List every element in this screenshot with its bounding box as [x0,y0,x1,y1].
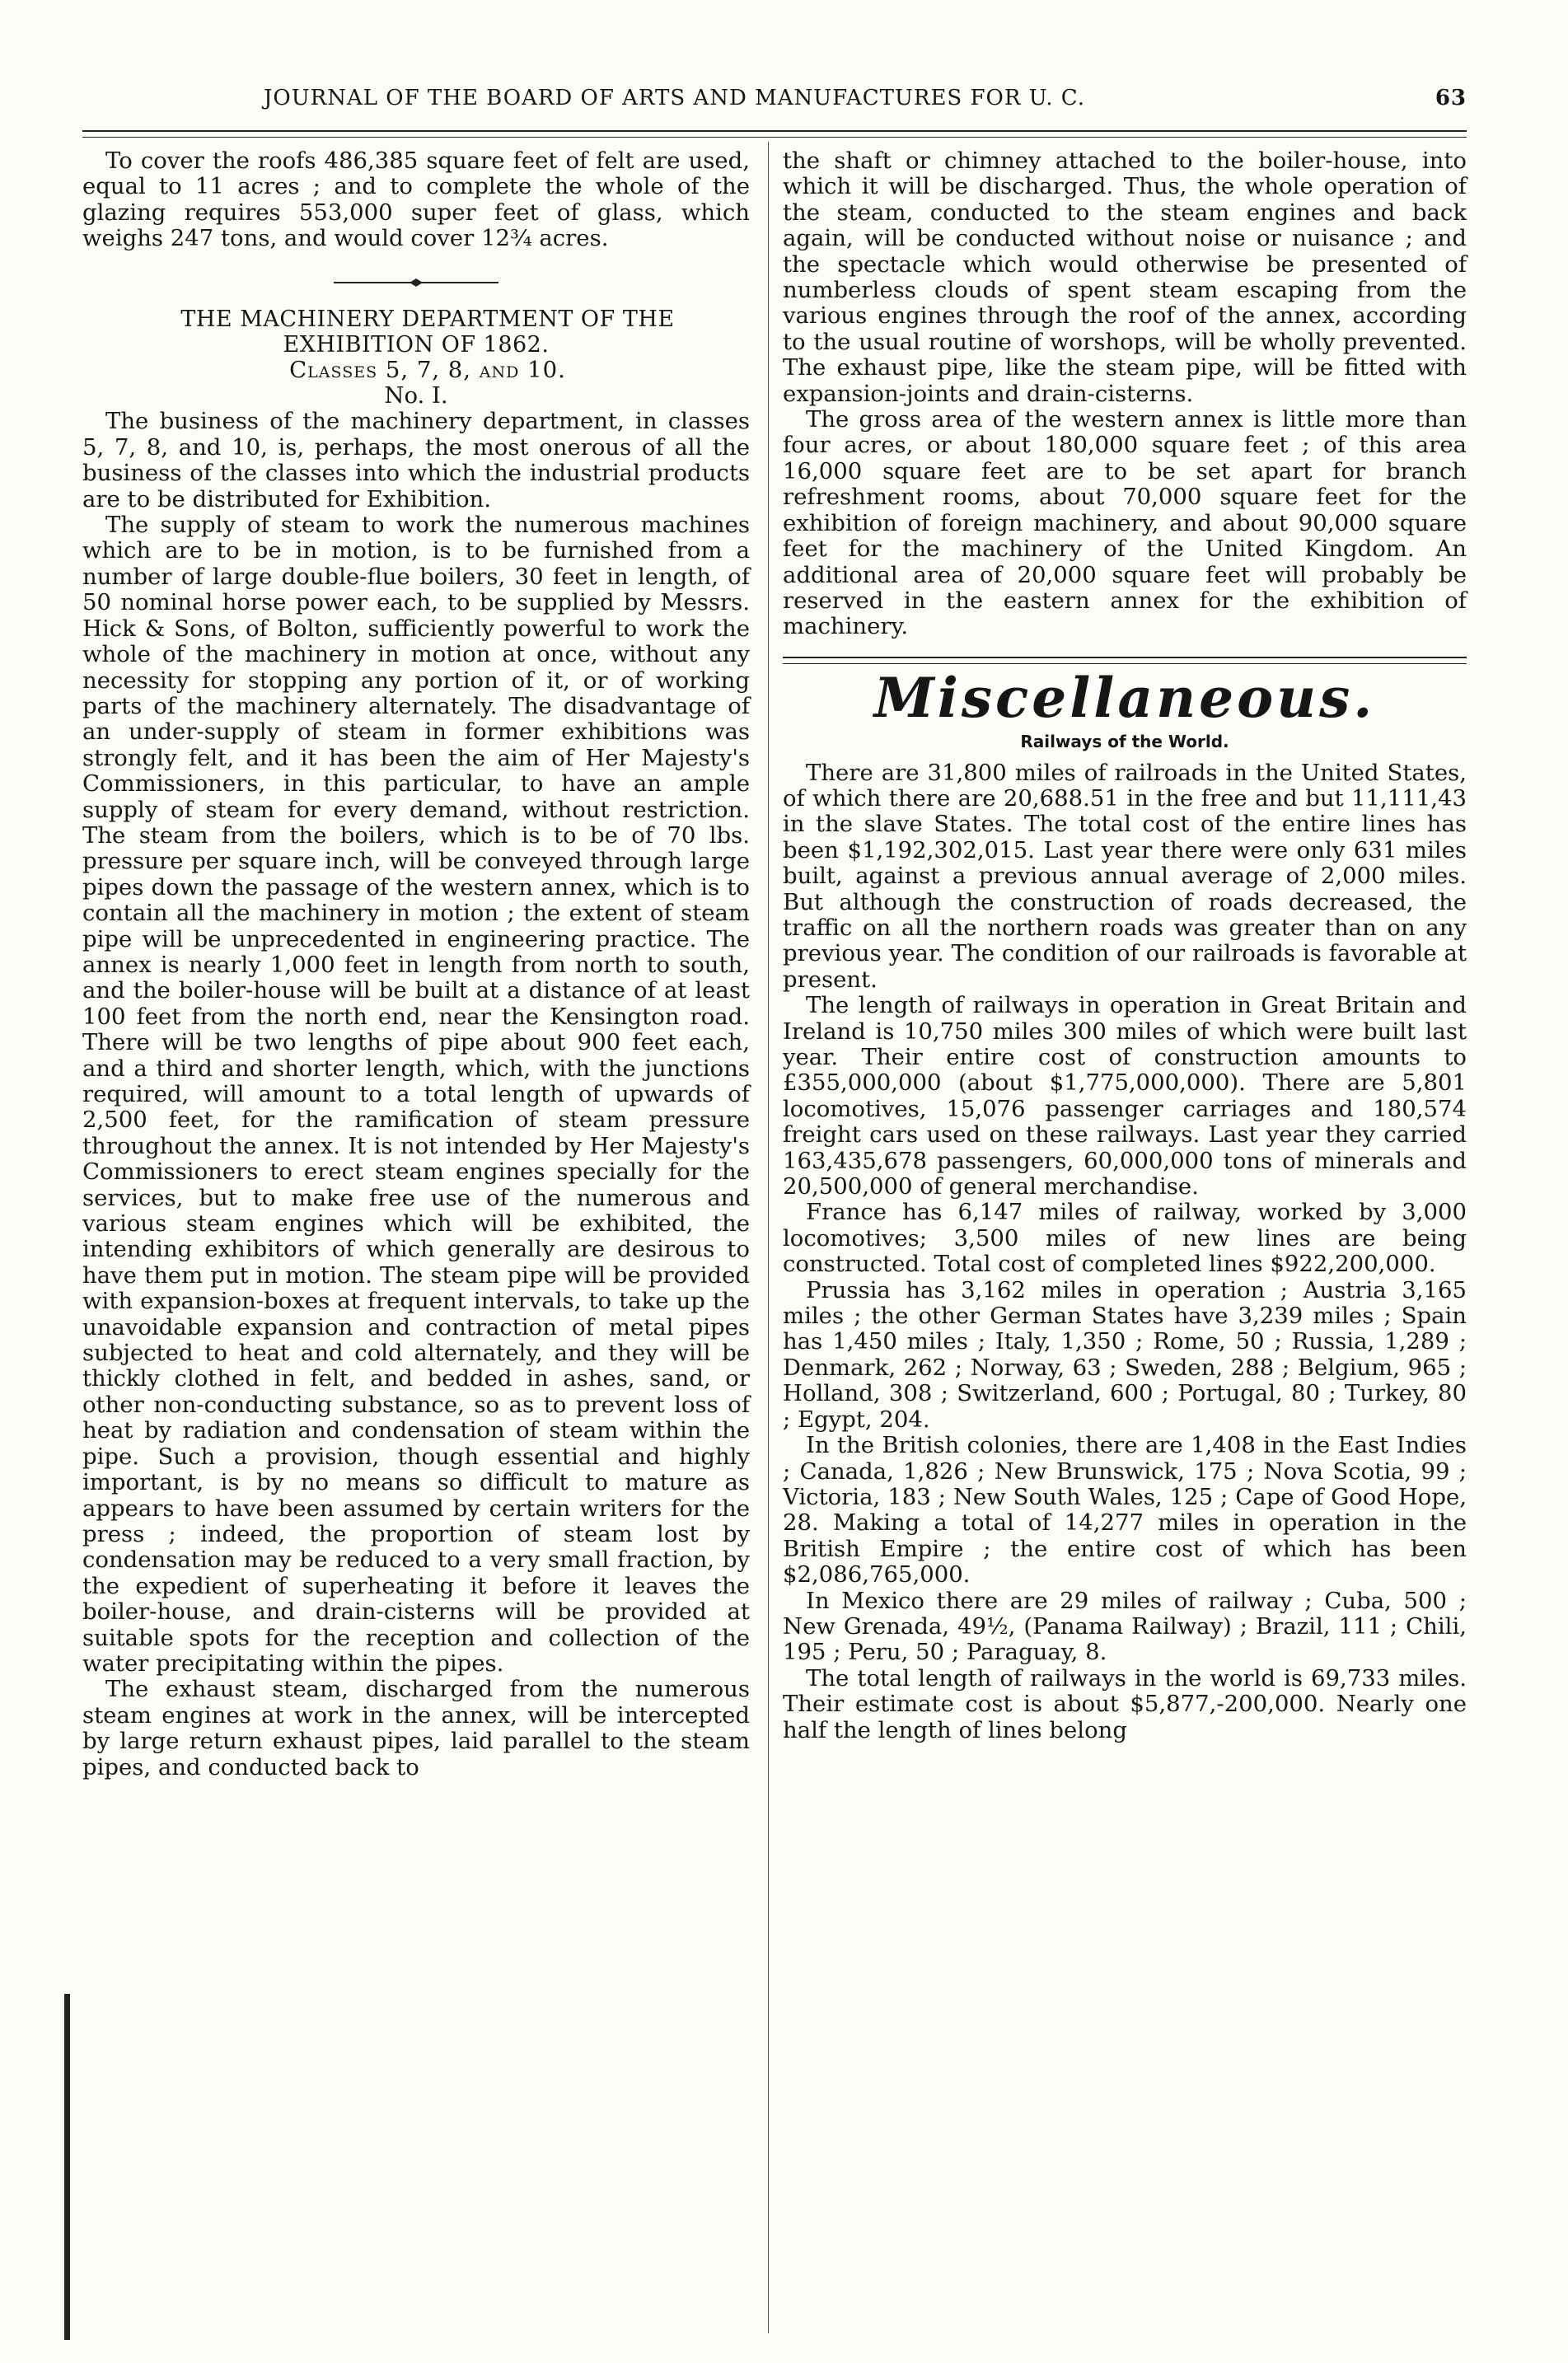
railway-paragraph: The total length of railways in the world is 69,733 miles. Their estimate cost is about $5,877,-200,000. Nearly one half the length of lines belong [783,1664,1467,1743]
article-paragraph: The business of the machinery department, in classes 5, 7, 8, and 10, is, perhaps, the most onerous of all the business of the classes into which the industrial products are to be distributed for Exhibition. [82,408,750,512]
scan-edge-bar [64,1994,70,2340]
railway-paragraph: Prussia has 3,162 miles in operation ; Austria 3,165 miles ; the other German States have 3,239 miles ; Spain has 1,450 miles ; Italy, 1,350 ; Rome, 50 ; Russia, 1,289 ; Denmark, 262 ; Norway, 63 ; Sweden, 288 ; Belgium, 965 ; Holland, 308 ; Switzerland, 600 ; Portugal, 80 ; Turkey, 80 ; Egypt, 204. [783,1276,1467,1433]
annex-area-paragraph: The gross area of the western annex is little more than four acres, or about 180,000 square feet ; of this area 16,000 square feet are to be set apart for branch refreshment rooms, about 70,000 square feet for the exhibition of foreign machinery, and about 90,000 square feet for the machinery of the United Kingdom. An additional area of 20,000 square feet will probably be reserved in the eastern annex for the exhibition of machinery. [783,406,1467,640]
header-rule [82,130,1467,132]
left-column [82,148,750,1780]
section-title-miscellaneous: Miscellaneous. [873,665,1376,730]
continued-paragraph: the shaft or chimney attached to the boiler-house, into which it will be discharged. Thus, the whole operation of the steam, conducted to the steam engines and back again, will be conducted without noise or nuisance ; and the spectacle which would otherwise be presented of numberless clouds of spent steam escaping from the various engines through the roof of the annex, according to the usual routine of worshops, will be wholly prevented. The exhaust pipe, like the steam pipe, will be fitted with expansion-joints and drain-cisterns. [783,147,1467,407]
railway-paragraph: The length of railways in operation in Great Britain and Ireland is 10,750 miles 300 miles of which were built last year. Their entire cost of construction amounts to £355,000,000 (about $1,775,000,000). There are 5,801 locomotives, 15,076 passenger carriages and 180,574 freight cars used on these railways. Last year they carried 163,435,678 passengers, 60,000,000 tons of minerals and 20,500,000 of general merchandise. [783,992,1467,1200]
section-rule-thin [783,663,1467,664]
article-number: No. I. [384,382,448,409]
railway-paragraph: In Mexico there are 29 miles of railway ; Cuba, 500 ; New Grenada, 49½, (Panama Railway) ; Brazil, 111 ; Chili, 195 ; Peru, 50 ; Paraguay, 8. [783,1587,1467,1666]
article-title: THE MACHINERY DEPARTMENT OF THE EXHIBITION OF 1862. [180,306,675,358]
railway-paragraph: There are 31,800 miles of railroads in the United States, of which there are 20,688.51 in the free and but 11,111,43 in the slave States. The total cost of the entire lines has been $1,192,302,015. Last year there were only 631 miles built, against a previous annual average of 2,000 miles. But although the construction of roads decreased, the traffic on all the northern roads was greater than on any previous year. The condition of our railroads is favorable at present. [783,759,1467,993]
article-classes: Classes 5, 7, 8, and 10. [289,356,566,383]
right-column [783,148,1467,1743]
page-number: 63 [1435,86,1467,110]
subsection-title: Railways of the World. [1020,732,1229,752]
article-paragraph: The exhaust steam, discharged from the numerous steam engines at work in the annex, will be intercepted by large return exhaust pipes, laid parallel to the steam pipes, and conducted back to [82,1676,750,1780]
railway-paragraph: France has 6,147 miles of railway, worked by 3,000 locomotives; 3,500 miles of new lines are being constructed. Total cost of completed lines $922,200,000. [783,1199,1467,1278]
intro-paragraph: To cover the roofs 486,385 square feet of felt are used, equal to 11 acres ; and to complete the whole of the glazing requires 553,000 super feet of glass, which weighs 247 tons, and would cover 12¾ acres. [82,147,750,252]
section-rule [783,657,1467,658]
ornament-rule [334,277,498,288]
article-paragraph: The supply of steam to work the numerous machines which are to be in motion, is to be furnished from a number of large double-flue boilers, 30 feet in length, of 50 nominal horse power each, to be supplied by Messrs. Hick & Sons, of Bolton, sufficiently powerful to work the whole of the machinery in motion at once, without any necessity for stopping any portion of it, or of working parts of the machinery alternately. The disadvantage of an under-supply of steam in former exhibitions was strongly felt, and it has been the aim of Her Majesty's Commissioners, in this particular, to have an ample supply of steam for every demand, without restriction. The steam from the boilers, which is to be of 70 lbs. pressure per square inch, will be conveyed through large pipes down the passage of the western annex, which is to contain all the machinery in motion ; the extent of steam pipe will be unprecedented in engineering practice. The annex is nearly 1,000 feet in length from north to south, and the boiler-house will be built at a distance of at least 100 feet from the north end, near the Kensington road. There will be two lengths of pipe about 900 feet each, and a third and shorter length, which, with the junctions required, will amount to a total length of upwards of 2,500 feet, for the ramification of steam pressure throughout the annex. It is not intended by Her Majesty's Commissioners to erect steam engines specially for the services, but to make free use of the numerous and various steam engines which will be exhibited, the intending exhibitors of which generally are desirous to have them put in motion. The steam pipe will be provided with expansion-boxes at frequent intervals, to take up the unavoidable expansion and contraction of metal pipes subjected to heat and cold alternately, and they will be thickly clothed in felt, and bedded in ashes, sand, or other non-conducting substance, so as to prevent loss of heat by radiation and condensation of steam within the pipe. Such a provision, though essential and highly important, is by no means so difficult to mature as appears to have been assumed by certain writers for the press ; indeed, the proportion of steam lost by condensation may be reduced to a very small fraction, by the expedient of superheating it before it leaves the boiler-house, and drain-cisterns will be provided at suitable spots for the reception and collection of the water precipitating within the pipes. [82,512,750,1677]
running-header [82,86,1467,119]
journal-title: JOURNAL OF THE BOARD OF ARTS AND MANUFACTURES FOR U. C. [264,86,1085,110]
column-divider [768,142,769,2333]
railway-paragraph: In the British colonies, there are 1,408 in the East Indies ; Canada, 1,826 ; New Brunswick, 175 ; Nova Scotia, 99 ; Victoria, 183 ; New South Wales, 125 ; Cape of Good Hope, 28. Making a total of 14,277 miles in operation in the British Empire ; the entire cost of which has been $2,086,765,000. [783,1432,1467,1589]
header-rule-thin [82,137,1467,138]
